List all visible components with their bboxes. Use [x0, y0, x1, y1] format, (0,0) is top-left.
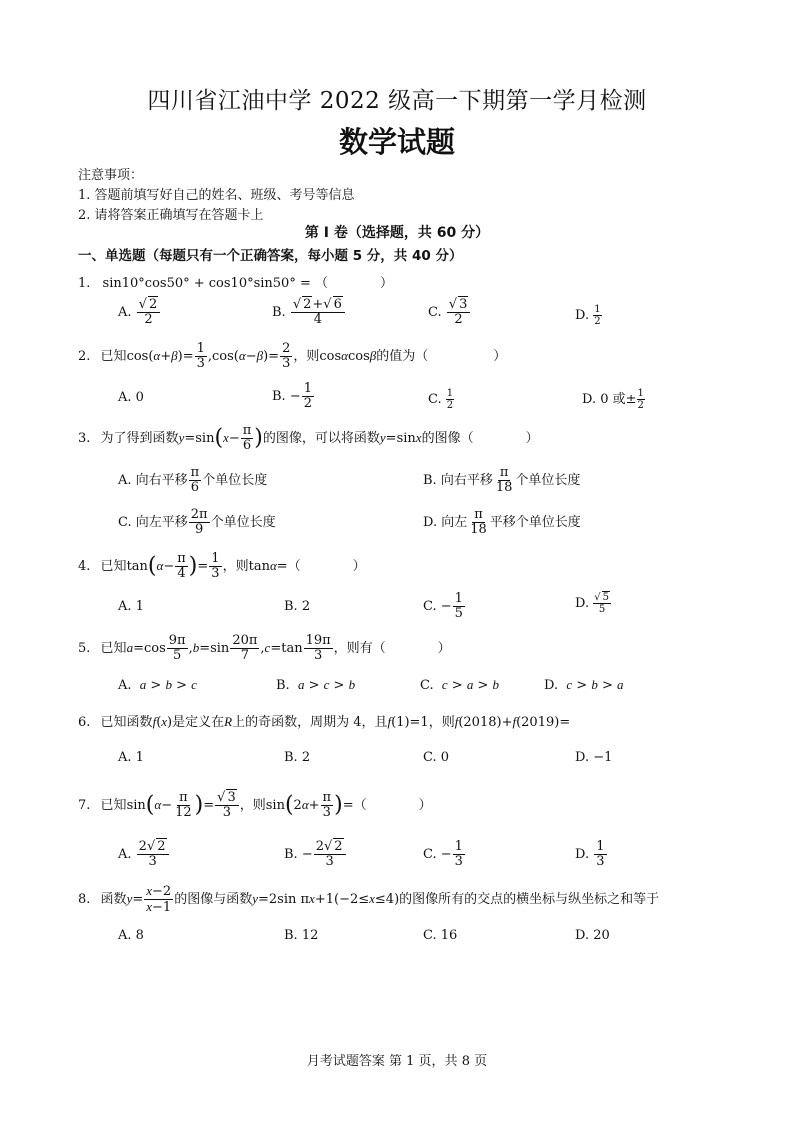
- question-6: 6. 已知函数f(x)是定义在R上的奇函数，周期为 4，且f(1)=1，则f(2018)+f(2019)=: [78, 714, 571, 730]
- document-title: 四川省江油中学 2022 级高一下期第一学月检测: [147, 88, 647, 114]
- option-c: C. c > a > b: [420, 677, 500, 693]
- notes-heading: 注意事项：: [78, 168, 144, 183]
- option-d: D. $\frac{1}{2}$: [575, 304, 601, 327]
- option-d: D. $\frac{1}{3}$: [575, 839, 605, 869]
- question-2: 2. 已知cos(α+β)= $\frac{1}{3}$ ,cos(α−β)= $\frac{2}{3}$ ，则cosαcosβ的值为（ ）: [78, 341, 507, 371]
- option-b: B. 12: [284, 928, 319, 943]
- option-a: A. 1: [118, 599, 144, 614]
- question-7: 7. 已知sin(α− $\frac{\pi}{12}$ )= $\frac{√ 3}{3}$ ，则sin(2α+ $\frac{\pi}{3}$ )=（ ）: [78, 790, 432, 820]
- option-a: A. $\frac{√ 2}{2}$: [118, 298, 161, 327]
- option-c: C. $\frac{1}{2}$: [428, 388, 454, 411]
- option-d: D. 20: [575, 928, 610, 943]
- part-heading: 一、单选题（每题只有一个正确答案，每小题 5 分，共 40 分）: [78, 248, 463, 264]
- option-d: D. c > b > a: [544, 677, 624, 693]
- option-b: B. $\frac{√ 2+√ 6}{4}$: [272, 298, 346, 327]
- option-a: A. a > b > c: [118, 677, 197, 693]
- option-c: C. − $\frac{1}{5}$: [423, 591, 463, 621]
- option-d: D. $\frac{√ 5}{5}$: [575, 592, 609, 615]
- option-b: B. 向右平移 $\frac{\pi}{18}$ 个单位长度: [423, 465, 581, 495]
- document-subtitle: 数学试题: [338, 125, 455, 159]
- option-c: C. 16: [423, 928, 458, 943]
- option-b: B. a > c > b: [276, 677, 356, 693]
- question-3: 3. 为了得到函数y=sin(x− $\frac{\pi}{6}$ )的图像，可以将函数y=sinx的图像（ ）: [78, 423, 539, 453]
- option-b: B. − $\frac{2√ 2}{3}$: [284, 840, 347, 869]
- question-1: [78, 272, 393, 291]
- option-b: B. 2: [284, 599, 311, 614]
- option-a: A. 0: [118, 390, 144, 405]
- option-a: A. 1: [118, 750, 144, 765]
- option-a: A. $\frac{2√ 2}{3}$: [118, 840, 170, 869]
- option-d: D. 0 或± $\frac{1}{2}$: [582, 388, 644, 411]
- option-a: A. 向右平移 $\frac{\pi}{6}$ 个单位长度: [118, 465, 268, 495]
- option-b: B. 2: [284, 750, 311, 765]
- option-c: C. $\frac{√ 3}{2}$: [428, 298, 471, 327]
- option-c: C. 0: [423, 750, 450, 765]
- option-d: D. −1: [575, 750, 613, 765]
- page-footer: 月考试题答案 第 1 页，共 8 页: [306, 1054, 488, 1069]
- question-number: 1.: [78, 276, 91, 291]
- option-b: B. − $\frac{1}{2}$: [272, 381, 312, 411]
- option-a: A. 8: [118, 928, 144, 943]
- question-5: 5. 已知a=cos $\frac{9\pi}{5}$ ,b=sin $\frac{20\pi}{7}$ ,c=tan $\frac{19\pi}{3}$ ，则有（ ）: [78, 633, 451, 663]
- question-8: 8. 函数y= $\frac{x-2}{x-1}$ 的图像与函数y=2sin πx+1(−2≤x≤4)的图像所有的交点的横坐标与纵坐标之和等于: [78, 883, 660, 915]
- option-d: D. 向左 $\frac{\pi}{18}$ 平移个单位长度: [423, 507, 581, 537]
- question-4: 4. 已知tan(α− $\frac{\pi}{4}$ )= $\frac{1}{3}$ ，则tanα=（ ）: [78, 551, 366, 581]
- option-c: C. 向左平移 $\frac{2\pi}{9}$ 个单位长度: [118, 507, 276, 537]
- section-heading: 第 I 卷（选择题，共 60 分）: [304, 225, 490, 241]
- question-text: sin10°cos50° + cos10°sin50° = （ ）: [102, 276, 393, 291]
- notes-item-1: 1. 答题前填写好自己的姓名、班级、考号等信息: [78, 188, 355, 203]
- option-c: C. − $\frac{1}{3}$: [423, 839, 463, 869]
- notes-item-2: 2. 请将答案正确填写在答题卡上: [78, 208, 264, 223]
